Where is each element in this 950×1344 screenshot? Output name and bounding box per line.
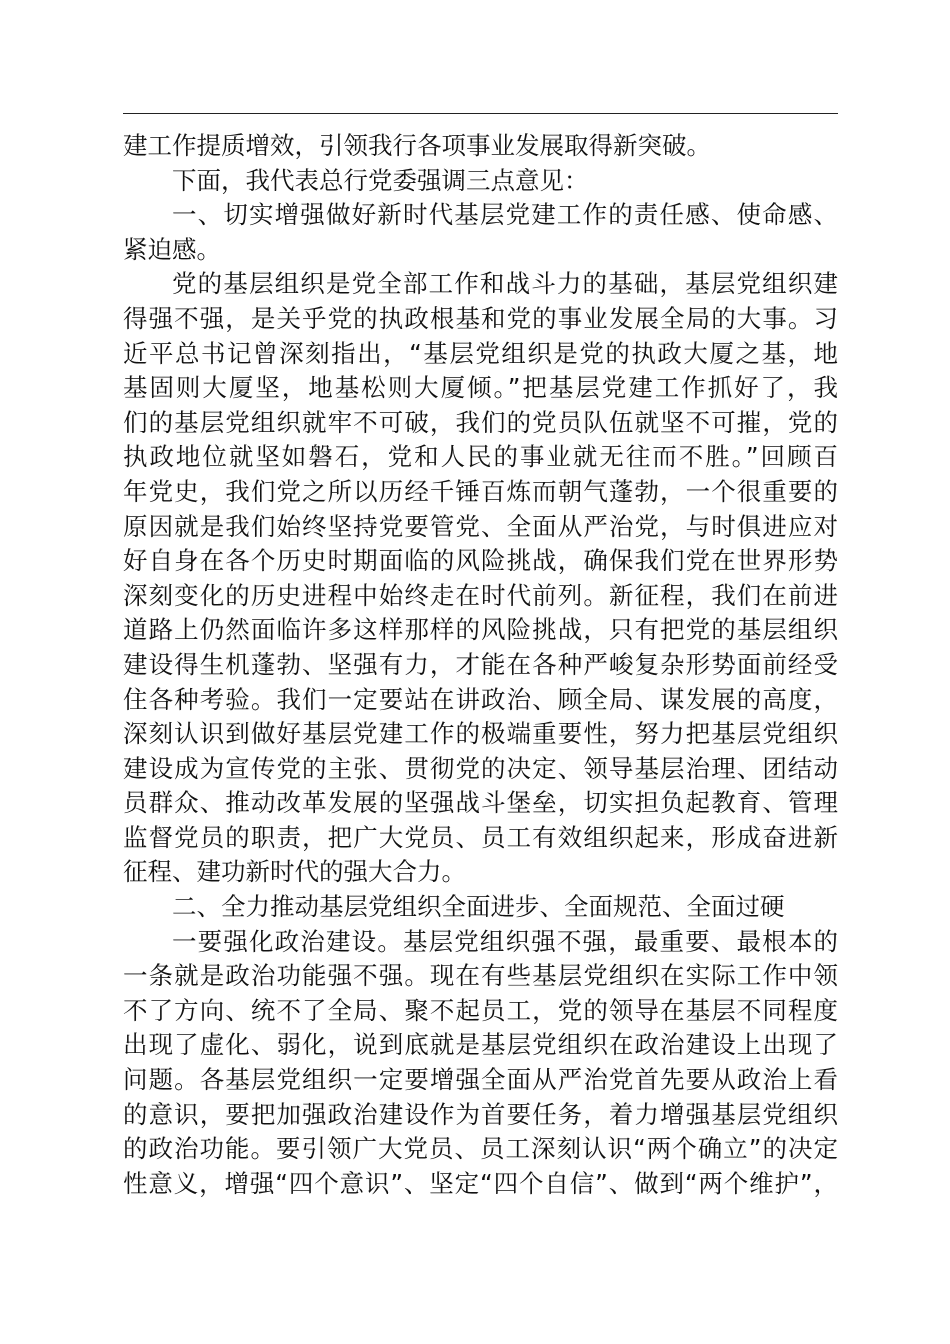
text-line: 党的基层组织是党全部工作和战斗力的基础，基层党组织建 [172, 269, 838, 299]
text-line: 住各种考验。我们一定要站在讲政治、顾全局、谋发展的高度， [123, 684, 838, 714]
text-line: 紧迫感。 [123, 234, 221, 264]
text-line: 下面，我代表总行党委强调三点意见： [172, 165, 589, 195]
text-line: 不了方向、统不了全局、聚不起员工，党的领导在基层不同程度 [123, 995, 838, 1025]
text-line: 近平总书记曾深刻指出，“基层党组织是党的执政大厦之基，地 [123, 338, 838, 368]
text-line: 问题。各基层党组织一定要增强全面从严治党首先要从政治上看 [123, 1065, 838, 1095]
text-line: 的政治功能。要引领广大党员、员工深刻认识“两个确立”的决定 [123, 1134, 838, 1164]
text-line: 一要强化政治建设。基层党组织强不强，最重要、最根本的 [172, 926, 838, 956]
text-line: 一条就是政治功能强不强。现在有些基层党组织在实际工作中领 [123, 961, 838, 991]
text-line: 年党史，我们党之所以历经千锤百炼而朝气蓬勃，一个很重要的 [123, 476, 838, 506]
text-line: 员群众、推动改革发展的坚强战斗堡垒，切实担负起教育、管理 [123, 788, 838, 818]
text-line: 建设得生机蓬勃、坚强有力，才能在各种严峻复杂形势面前经受 [123, 649, 838, 679]
text-line: 得强不强，是关乎党的执政根基和党的事业发展全局的大事。习 [123, 303, 838, 333]
header-rule [123, 113, 838, 114]
text-line: 执政地位就坚如磐石，党和人民的事业就无往而不胜。”回顾百 [123, 442, 838, 472]
text-line: 出现了虚化、弱化，说到底就是基层党组织在政治建设上出现了 [123, 1030, 838, 1060]
text-line: 道路上仍然面临许多这样那样的风险挑战，只有把党的基层组织 [123, 615, 838, 645]
text-line: 好自身在各个历史时期面临的风险挑战，确保我们党在世界形势 [123, 546, 838, 576]
text-line: 监督党员的职责，把广大党员、员工有效组织起来，形成奋进新 [123, 822, 838, 852]
text-line: 性意义，增强“四个意识”、坚定“四个自信”、做到“两个维护”， [123, 1168, 838, 1198]
text-line: 的意识，要把加强政治建设作为首要任务，着力增强基层党组织 [123, 1099, 838, 1129]
text-line: 深刻变化的历史进程中始终走在时代前列。新征程，我们在前进 [123, 580, 838, 610]
text-line: 建设成为宣传党的主张、贯彻党的决定、领导基层治理、团结动 [123, 753, 838, 783]
text-line: 原因就是我们始终坚持党要管党、全面从严治党，与时俱进应对 [123, 511, 838, 541]
text-line: 们的基层党组织就牢不可破，我们的党员队伍就坚不可摧，党的 [123, 407, 838, 437]
text-line: 征程、建功新时代的强大合力。 [123, 857, 466, 887]
document-body [123, 129, 838, 1201]
text-line: 深刻认识到做好基层党建工作的极端重要性，努力把基层党组织 [123, 719, 838, 749]
text-line: 一、切实增强做好新时代基层党建工作的责任感、使命感、 [172, 200, 838, 230]
text-line: 建工作提质增效，引领我行各项事业发展取得新突破。 [123, 131, 711, 160]
text-line: 基固则大厦坚，地基松则大厦倾。”把基层党建工作抓好了，我 [123, 373, 838, 403]
text-line: 二、全力推动基层党组织全面进步、全面规范、全面过硬 [172, 892, 785, 922]
